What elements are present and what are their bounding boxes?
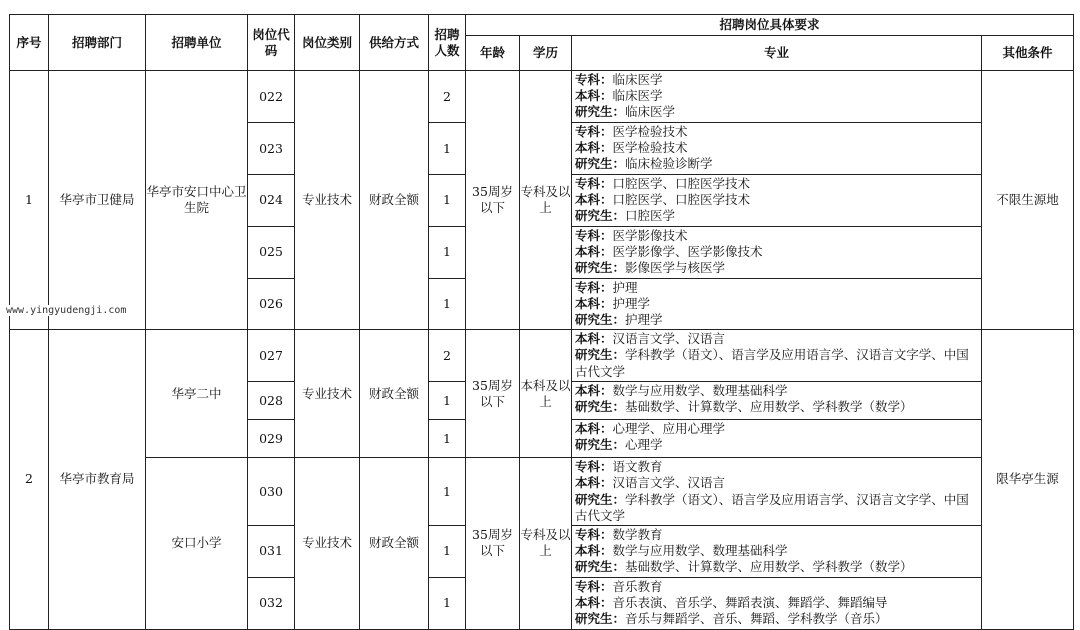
age-cell: 35周岁以下 [466,458,520,629]
major-line [575,331,978,347]
major-line [575,124,978,140]
header-count: 招聘人数 [429,15,466,71]
table-row [10,71,1074,123]
degree-level: 本科： [575,475,613,491]
degree-level: 研究生： [575,312,626,328]
code-cell: 024 [248,175,295,227]
count-cell: 1 [429,458,466,526]
funding-cell: 财政全额 [360,458,429,629]
edu-cell: 专科及以上 [520,71,572,330]
count-cell: 2 [429,71,466,123]
degree-level: 研究生： [575,347,626,363]
major-line [575,296,978,312]
major-line [575,383,978,399]
degree-level: 本科： [575,140,613,156]
major-cell [572,458,982,526]
major-line [575,192,978,208]
count-cell: 1 [429,226,466,278]
major-cell [572,175,982,227]
header-age: 年龄 [466,36,520,71]
age-cell: 35周岁以下 [466,330,520,458]
major-line [575,260,978,276]
major-line [575,475,978,491]
major-text: 汉语言文学、汉语言 [612,331,726,347]
header-dept: 招聘部门 [49,15,146,71]
degree-level: 专科： [575,72,613,87]
major-line [575,176,978,192]
header-edu: 学历 [520,36,572,71]
major-line [575,72,978,88]
count-cell: 1 [429,278,466,330]
degree-level: 专科： [575,176,613,191]
dept-cell: 华亭市卫健局 [49,71,146,330]
degree-level: 研究生： [575,559,626,575]
code-cell: 029 [248,420,295,458]
funding-cell: 财政全额 [360,71,429,330]
category-cell: 专业技术 [295,458,360,629]
major-text: 影像医学与核医学 [625,260,726,276]
major-line [575,88,978,104]
count-cell: 1 [429,123,466,175]
code-cell: 022 [248,71,295,123]
major-text: 护理 [612,279,638,295]
other-cell: 限华亭生源 [982,330,1074,629]
code-cell: 025 [248,226,295,278]
major-text: 音乐与舞蹈学、音乐、舞蹈、学科教学（音乐） [625,611,888,627]
edu-cell: 本科及以上 [520,330,572,458]
degree-level: 研究生： [575,208,626,224]
code-cell: 028 [248,382,295,420]
major-line [575,437,978,453]
seq-cell: 2 [10,330,49,629]
degree-level: 本科： [575,421,613,437]
header-seq: 序号 [10,15,49,71]
header-major: 专业 [572,36,982,71]
degree-level: 本科： [575,243,613,259]
category-cell: 专业技术 [295,71,360,330]
table-header [10,15,1074,71]
category-cell: 专业技术 [295,330,360,458]
major-line [575,579,978,595]
header-unit: 招聘单位 [146,15,248,71]
dept-cell: 华亭市教育局 [49,330,146,629]
major-text: 临床检验诊断学 [625,156,713,172]
code-cell: 030 [248,458,295,526]
header-category: 岗位类别 [295,15,360,71]
count-cell: 1 [429,577,466,629]
major-text: 口腔医学、口腔医学技术 [612,176,751,191]
degree-level: 本科： [575,331,613,347]
major-line [575,421,978,437]
degree-level: 本科： [575,88,613,104]
major-line [575,156,978,172]
major-text: 护理学 [612,295,651,311]
major-text: 临床医学 [612,88,663,104]
major-text: 数学教育 [612,527,663,543]
major-text: 心理学 [625,437,663,453]
header-requirements: 招聘岗位具体要求 [466,15,1074,36]
funding-cell: 财政全额 [360,330,429,458]
degree-level: 研究生： [575,399,626,415]
major-line [575,611,978,627]
code-cell: 023 [248,123,295,175]
major-line [575,543,978,559]
edu-cell: 专科及以上 [520,458,572,629]
major-text: 医学影像技术 [612,227,688,243]
degree-level: 研究生： [575,104,626,120]
seq-cell: 1 [10,71,49,330]
degree-level: 专科： [575,279,613,295]
major-text: 基础数学、计算数学、应用数学、学科教学（数学） [625,399,913,415]
major-text: 医学影像学、医学影像技术 [612,243,763,259]
major-text: 口腔医学 [625,208,676,224]
major-line [575,527,978,543]
header-other: 其他条件 [982,36,1074,71]
major-text: 医学检验技术 [612,124,688,139]
major-line [575,228,978,244]
unit-cell: 华亭二中 [146,330,248,458]
code-cell: 026 [248,278,295,330]
count-cell: 1 [429,420,466,458]
major-text: 口腔医学、口腔医学技术 [612,192,751,208]
code-cell: 032 [248,577,295,629]
major-text: 心理学、应用心理学 [612,421,726,437]
major-line [575,492,978,524]
major-text: 数学与应用数学、数理基础科学 [612,543,788,559]
table-row [10,458,1074,526]
major-text: 基础数学、计算数学、应用数学、学科教学（数学） [625,559,913,575]
degree-level: 研究生： [575,260,626,276]
header-funding: 供给方式 [360,15,429,71]
major-line [575,208,978,224]
age-cell: 35周岁以下 [466,71,520,330]
degree-level: 专科： [575,459,613,475]
table-body [10,71,1074,630]
major-text: 语文教育 [612,459,663,475]
degree-level: 研究生： [575,437,626,453]
other-cell: 不限生源地 [982,71,1074,330]
major-line [575,280,978,296]
degree-level: 研究生： [575,611,626,627]
degree-level: 本科： [575,295,613,311]
count-cell: 1 [429,526,466,578]
major-text: 音乐表演、音乐学、舞蹈表演、舞蹈学、舞蹈编导 [612,594,888,610]
major-cell [572,382,982,420]
major-cell [572,577,982,629]
count-cell: 1 [429,175,466,227]
header-code: 岗位代码 [248,15,295,71]
major-text: 护理学 [625,312,663,328]
count-cell: 1 [429,382,466,420]
major-text: 数学与应用数学、数理基础科学 [612,383,788,399]
degree-level: 本科： [575,594,613,610]
major-text: 临床医学 [625,104,676,120]
major-text: 医学检验技术 [612,140,688,156]
recruitment-table [9,14,1074,630]
degree-level: 本科： [575,192,613,208]
major-text: 临床医学 [612,72,663,87]
degree-level: 研究生： [575,491,626,507]
degree-level: 专科： [575,124,613,139]
major-text: 学科教学（语文）、语言学及应用语言学、汉语言文字学、中国古代文学 [575,347,969,379]
unit-cell: 华亭市安口中心卫生院 [146,71,248,330]
major-line [575,312,978,328]
degree-level: 专科： [575,227,613,243]
major-line [575,559,978,575]
major-line [575,244,978,260]
degree-level: 研究生： [575,156,626,172]
major-cell [572,226,982,278]
major-text: 学科教学（语文）、语言学及应用语言学、汉语言文字学、中国古代文学 [575,491,969,523]
major-line [575,459,978,475]
code-cell: 031 [248,526,295,578]
degree-level: 本科： [575,383,613,399]
major-line [575,399,978,415]
degree-level: 专科： [575,578,613,594]
major-cell [572,420,982,458]
count-cell: 2 [429,330,466,382]
degree-level: 本科： [575,543,613,559]
major-cell [572,526,982,578]
watermark: www.yingyudengji.com [6,305,127,316]
major-line [575,104,978,120]
major-line [575,595,978,611]
degree-level: 专科： [575,527,613,543]
major-text: 汉语言文学、汉语言 [612,475,726,491]
major-cell [572,71,982,123]
major-line [575,347,978,379]
unit-cell: 安口小学 [146,458,248,629]
major-cell [572,330,982,382]
table-row [10,330,1074,382]
code-cell: 027 [248,330,295,382]
major-text: 音乐教育 [612,578,663,594]
major-line [575,140,978,156]
major-cell [572,123,982,175]
major-cell [572,278,982,330]
